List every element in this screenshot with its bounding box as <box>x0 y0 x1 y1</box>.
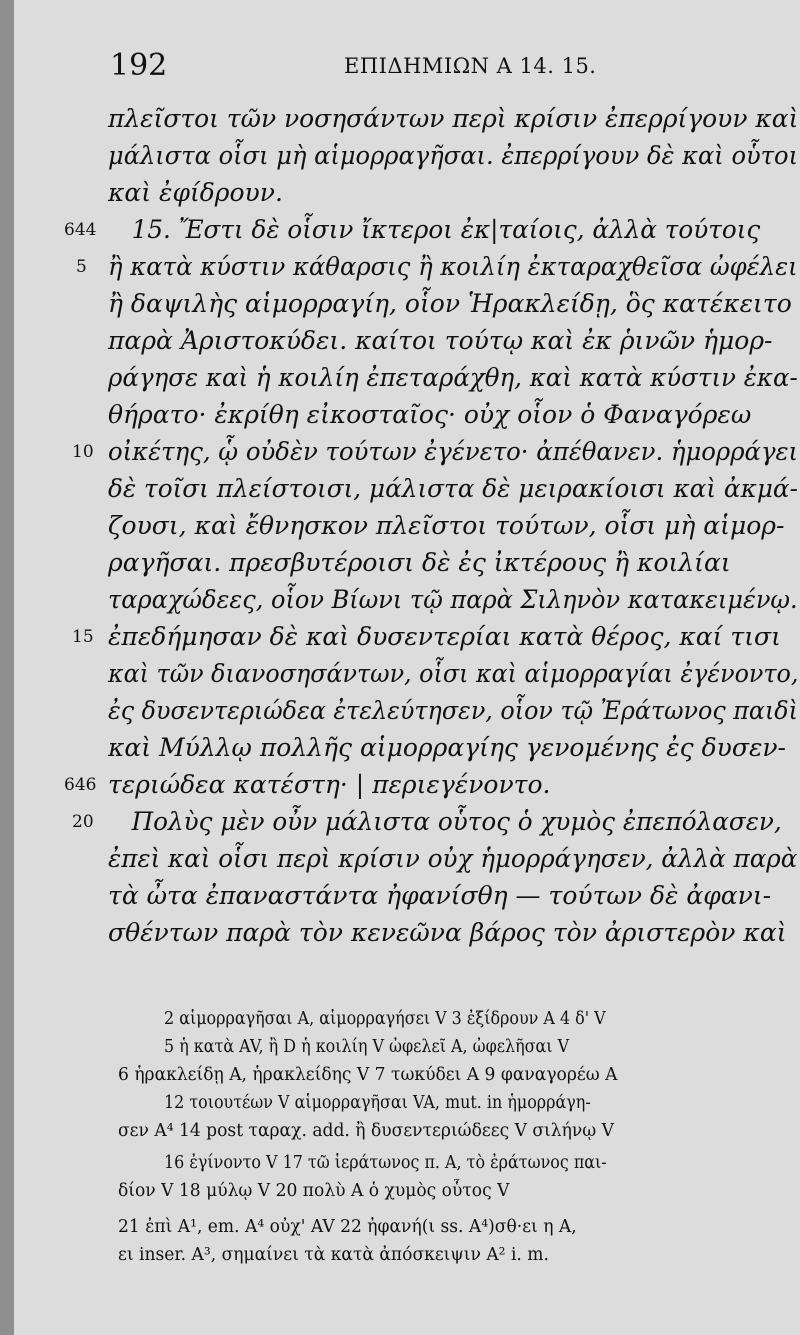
text-line: δὲ τοῖσι πλείστοισι, μάλιστα δὲ μειρακίοισι καὶ ἀκμά- <box>108 474 798 503</box>
line-number: 644 <box>64 220 97 240</box>
line-number: 646 <box>64 775 97 795</box>
apparatus-line: 2 αἱμορραγῆσαι A, αἱμορραγήσει V 3 ἐξίδρουν A 4 δ' V <box>164 1009 606 1029</box>
text-line: ἐπεὶ καὶ οἷσι περὶ κρίσιν οὐχ ἡμορράγησεν, ἀλλὰ παρὰ <box>108 844 798 873</box>
text-line: οἰκέτης, ᾧ οὐδὲν τούτων ἐγένετο· ἀπέθανεν. ἡμορράγει <box>108 437 799 466</box>
page-number: 192 <box>110 48 168 83</box>
text-line: καὶ ἐφίδρουν. <box>108 178 283 207</box>
text-line: θήρατο· ἐκρίθη εἰκοσταῖος· οὐχ οἷον ὁ Φαναγόρεω <box>108 400 752 429</box>
text-line: καὶ τῶν διανοσησάντων, οἷσι καὶ αἱμορραγίαι ἐγένοντο, <box>108 659 799 688</box>
text-line: ἢ κατὰ κύστιν κάθαρσις ἢ κοιλίη ἐκταραχθεῖσα ὠφέλει <box>108 252 798 281</box>
page-header <box>14 48 800 88</box>
line-number: 5 <box>76 257 87 277</box>
text-line: τεριώδεα κατέστη· | περιεγένοντο. <box>108 770 551 799</box>
text-line: τὰ ὦτα ἐπαναστάντα ἠφανίσθη — τούτων δὲ ἀφανι- <box>108 881 772 910</box>
apparatus-line: 21 ἐπὶ A¹, em. A⁴ οὐχ' AV 22 ἠφανή(ι ss. A⁴)σθ·ει η A, <box>118 1217 577 1237</box>
text-line: παρὰ Ἀριστοκύδει. καίτοι τούτῳ καὶ ἐκ ῥινῶν ἡμορ- <box>108 326 773 355</box>
text-line: ἐς δυσεντεριώδεα ἐτελεύτησεν, οἷον τῷ Ἐράτωνος παιδὶ <box>108 696 798 725</box>
line-number: 15 <box>72 627 94 647</box>
text-line: ραγῆσαι. πρεσβυτέροισι δὲ ἐς ἰκτέρους ἢ κοιλίαι <box>108 548 731 577</box>
text-line: ἢ δαψιλὴς αἱμορραγίη, οἷον Ἡρακλείδῃ, ὃς κατέκειτο <box>108 289 792 318</box>
text-line: ζουσι, καὶ ἔθνησκον πλεῖστοι τούτων, οἷσι μὴ αἱμορ- <box>108 511 785 540</box>
text-line: πλεῖστοι τῶν νοσησάντων περὶ κρίσιν ἐπερρίγουν καὶ <box>108 104 799 133</box>
line-number: 10 <box>72 442 94 462</box>
apparatus-line: 16 ἐγίνοντο V 17 τῶ ἱεράτωνος π. A, τὸ ἐράτωνος παι- <box>164 1153 607 1173</box>
apparatus-line: 6 ἡρακλείδῃ A, ἡρακλείδης V 7 τωκύδει A 9 φαναγορέω A <box>118 1065 618 1085</box>
running-title: ΕΠΙΔΗΜΙΩΝ Α 14. 15. <box>344 54 597 78</box>
text-line: ἐπεδήμησαν δὲ καὶ δυσεντερίαι κατὰ θέρος, καί τισι <box>108 622 781 651</box>
apparatus-line: δίον V 18 μύλῳ V 20 πολὺ A ὁ χυμὸς οὗτος V <box>118 1181 510 1201</box>
apparatus-line: 12 τοιουτέων V αἱμορραγῆσαι VA, mut. in ἡμορράγη- <box>164 1093 591 1113</box>
apparatus-line: σεν A⁴ 14 post ταραχ. add. ἢ δυσεντεριώδεες V σιλήνῳ V <box>118 1121 614 1141</box>
paragraph-opening-line: Πολὺς μὲν οὖν μάλιστα οὗτος ὁ χυμὸς ἐπεπόλασεν, <box>131 807 782 836</box>
section-opening-line: 15. Ἔστι δὲ οἷσιν ἴκτεροι ἐκ|ταίοις, ἀλλὰ τούτοις <box>131 215 761 244</box>
text-line: μάλιστα οἷσι μὴ αἱμορραγῆσαι. ἐπερρίγουν δὲ καὶ οὗτοι <box>108 141 799 170</box>
text-line: ράγησε καὶ ἡ κοιλίη ἐπεταράχθη, καὶ κατὰ κύστιν ἐκα- <box>108 363 798 392</box>
apparatus-line: 5 ἡ κατὰ AV, ἢ D ἡ κοιλίη V ὠφελεῖ A, ὠφελῆσαι V <box>164 1037 570 1057</box>
apparatus-line: ει inser. A³, σημαίνει τὰ κατὰ ἀπόσκειψιν A² i. m. <box>118 1245 549 1265</box>
text-line: καὶ Μύλλῳ πολλῆς αἱμορραγίης γενομένης ἐς δυσεν- <box>108 733 787 762</box>
text-line: σθέντων παρὰ τὸν κενεῶνα βάρος τὸν ἀριστερὸν καὶ <box>108 918 787 947</box>
text-line: ταραχώδεες, οἷον Βίωνι τῷ παρὰ Σιληνὸν κατακειμένῳ. <box>108 585 798 614</box>
line-number: 20 <box>72 812 94 832</box>
